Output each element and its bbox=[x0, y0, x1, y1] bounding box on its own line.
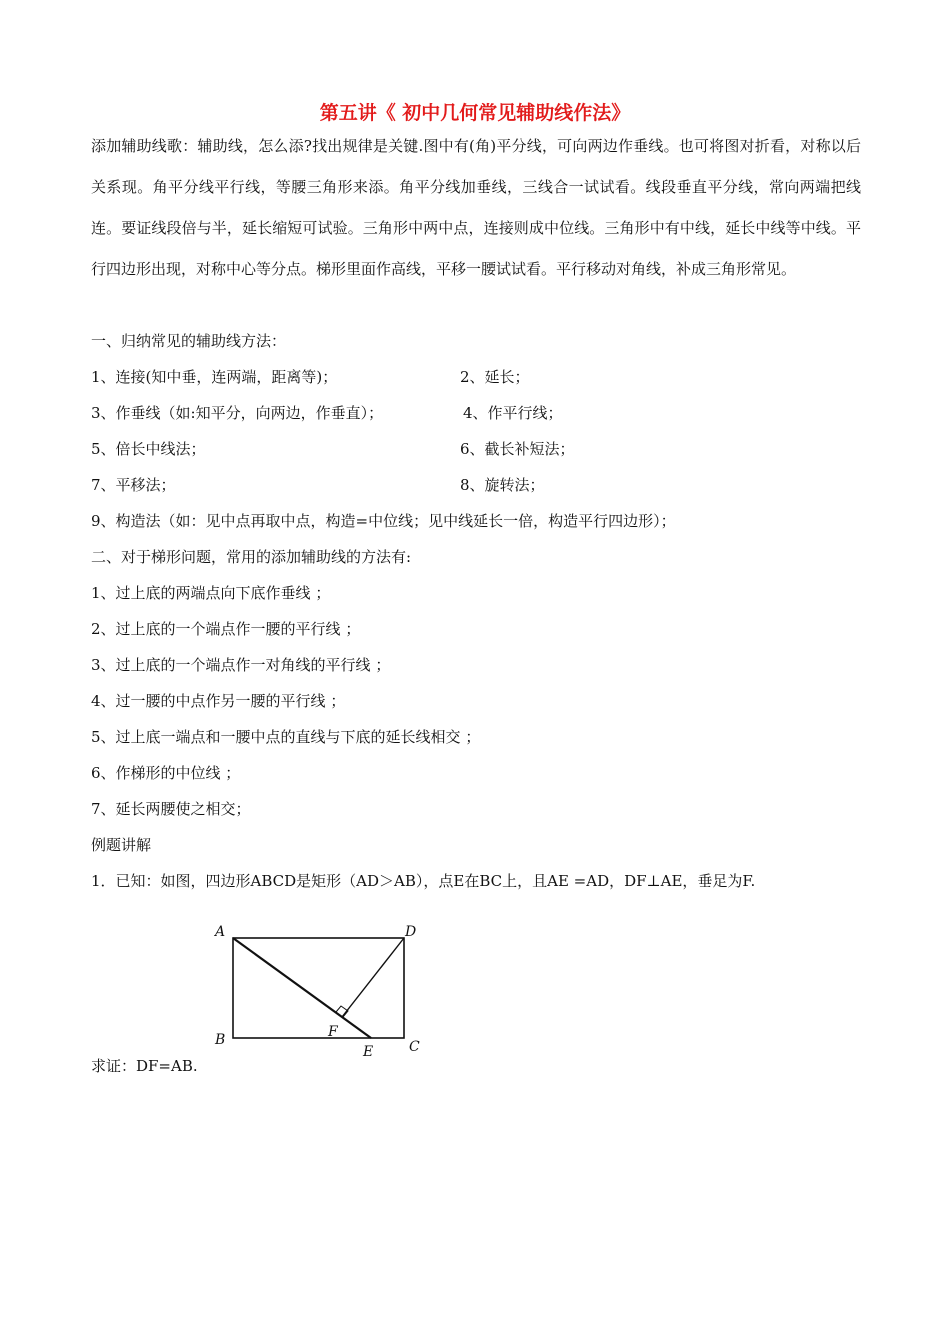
trapezoid-method-1: 1、过上底的两端点向下底作垂线 ； bbox=[91, 584, 331, 602]
trapezoid-method-7: 7、延长两腰使之相交； bbox=[91, 800, 251, 818]
method-4: 4、作平行线； bbox=[463, 404, 563, 422]
label-c: C bbox=[409, 1039, 420, 1055]
method-2: 2、延长； bbox=[460, 368, 530, 386]
trapezoid-method-2: 2、过上底的一个端点作一腰的平行线 ； bbox=[91, 620, 361, 638]
rectangle-diagram bbox=[205, 918, 445, 1068]
section1-heading: 一、归纳常见的辅助线方法： bbox=[91, 332, 287, 350]
method-7: 7、平移法； bbox=[91, 476, 176, 494]
trapezoid-method-4: 4、过一腰的中点作另一腰的平行线 ； bbox=[91, 692, 346, 710]
page-title: 第五讲《 初中几何常见辅助线作法》 bbox=[319, 102, 631, 124]
method-3: 3、作垂线（如:知平分，向两边，作垂直）； bbox=[91, 404, 384, 422]
label-f: F bbox=[328, 1024, 338, 1040]
rectangle-figure bbox=[205, 918, 445, 1068]
trapezoid-method-6: 6、作梯形的中位线 ； bbox=[91, 764, 241, 782]
example-problem: 1．已知：如图，四边形ABCD是矩形（AD＞AB），点E在BC上，且AE =AD，DF⊥AE，垂足为F. bbox=[91, 872, 756, 890]
prove-statement: 求证：DF=AB. bbox=[91, 1057, 198, 1075]
method-1: 1、连接(知中垂，连两端，距离等)； bbox=[91, 368, 338, 386]
rectangle-abcd bbox=[233, 938, 404, 1038]
method-5: 5、倍长中线法； bbox=[91, 440, 206, 458]
label-e: E bbox=[363, 1044, 374, 1060]
method-8: 8、旋转法； bbox=[460, 476, 545, 494]
intro-paragraph: 添加辅助线歌：辅助线，怎么添?找出规律是关键.图中有(角)平分线，可向两边作垂线。也可将图对折看，对称以后关系现。角平分线平行线，等腰三角形来添。角平分线加垂线，三线合一试试看。线段垂直平分线，常向两端把线连。要证线段倍与半，延长缩短可试验。三角形中两中点，连接则成中位线。三角形中有中线，延长中线等中线。平行四边形出现，对称中心等分点。梯形里面作高线，平移一腰试试看。平行移动对角线，补成三角形常见。 bbox=[91, 137, 861, 278]
label-b: B bbox=[215, 1032, 226, 1048]
trapezoid-method-5: 5、过上底一端点和一腰中点的直线与下底的延长线相交 ； bbox=[91, 728, 481, 746]
label-a: A bbox=[215, 924, 226, 940]
segment-ae bbox=[233, 938, 371, 1038]
label-d: D bbox=[405, 924, 417, 940]
method-6: 6、截长补短法； bbox=[460, 440, 575, 458]
segment-df bbox=[342, 938, 404, 1017]
example-heading: 例题讲解 bbox=[91, 836, 152, 854]
method-9: 9、构造法（如：见中点再取中点，构造=中位线；见中线延长一倍，构造平行四边形）； bbox=[91, 512, 676, 530]
trapezoid-method-3: 3、过上底的一个端点作一对角线的平行线 ； bbox=[91, 656, 391, 674]
section2-heading: 二、对于梯形问题，常用的添加辅助线的方法有: bbox=[91, 548, 412, 566]
